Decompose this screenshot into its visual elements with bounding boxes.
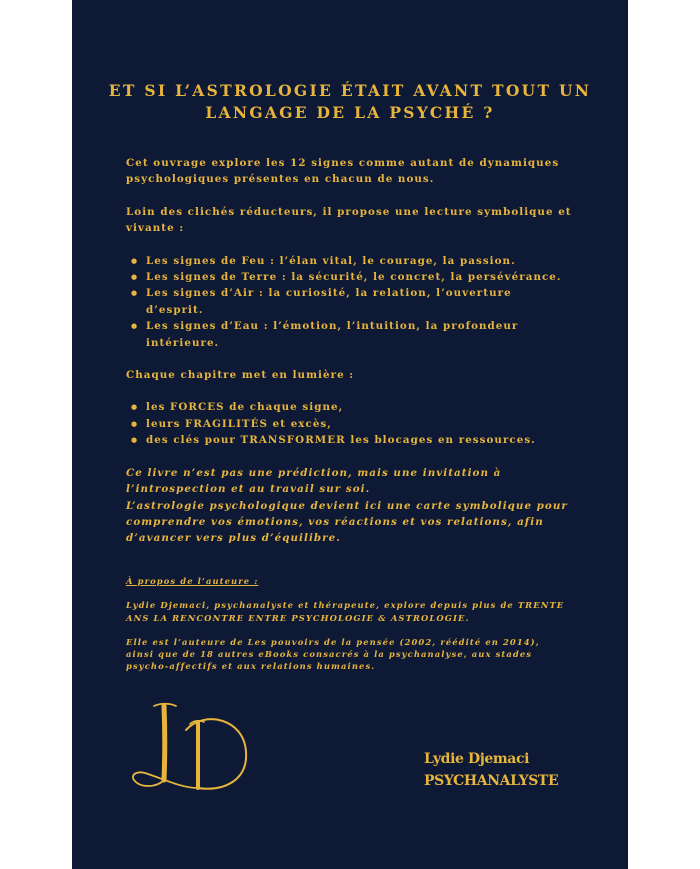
page-title [72,80,628,124]
elements-list [126,253,586,351]
about-heading: À propos de l’auteure : [126,576,259,586]
closing-paragraph: Ce livre n’est pas une prédiction, mais une invitation à l’introspection et au travail sur soi. L’astrologie psychologique devient ici une carte symbolique pour comprendre vos émotions, vos réactions et vos relations, afin d’avancer vers plus d’équilibre. [126,466,568,545]
author-signature [424,748,558,792]
list-item: ● Les signes d’Eau : l’émotion, l’intuition, la profondeur intérieure. [126,318,586,351]
back-cover [72,0,628,869]
author-role: PSYCHANALYSTE [424,773,559,789]
title-line-2: LANGAGE DE LA PSYCHÉ ? [205,103,495,122]
title-line-1: ET SI L’ASTROLOGIE ÉTAIT AVANT TOUT UN [108,81,592,100]
chapter-points-list [126,399,586,448]
about-paragraph-1: Lydie Djemaci, psychanalyste et thérapeute, explore depuis plus de TRENTE ANS LA RENCONTRE ENTRE PSYCHOLOGIE & ASTROLOGIE. [126,600,565,623]
chapter-intro: Chaque chapitre met en lumière : [126,369,355,382]
list-item: ● des clés pour TRANSFORMER les blocages en ressources. [126,432,586,448]
list-item: ● leurs FRAGILITÉS et excès, [126,416,586,432]
list-item: ● Les signes d’Air : la curiosité, la relation, l’ouverture d’esprit. [126,285,586,318]
lead-paragraph: Loin des clichés réducteurs, il propose une lecture symbolique et vivante : [126,205,572,235]
about-paragraph-2: Elle est l’auteure de Les pouvoirs de la pensée (2002, réédité en 2014), ainsi que de 18 autres eBooks consacrés à la psychanalyse, aux stades psycho-affectifs et aux relations humaines. [126,636,540,672]
intro-paragraph: Cet ouvrage explore les 12 signes comme autant de dynamiques psychologiques présentes en chacun de nous. [126,157,560,186]
author-name: Lydie Djemaci [424,751,530,767]
ld-monogram-icon [124,700,254,798]
description [126,155,586,547]
about-author [126,575,586,673]
list-item: ● Les signes de Terre : la sécurité, le concret, la persévérance. [126,269,586,285]
list-item: ● les FORCES de chaque signe, [126,399,586,415]
list-item: ● Les signes de Feu : l’élan vital, le courage, la passion. [126,253,586,269]
